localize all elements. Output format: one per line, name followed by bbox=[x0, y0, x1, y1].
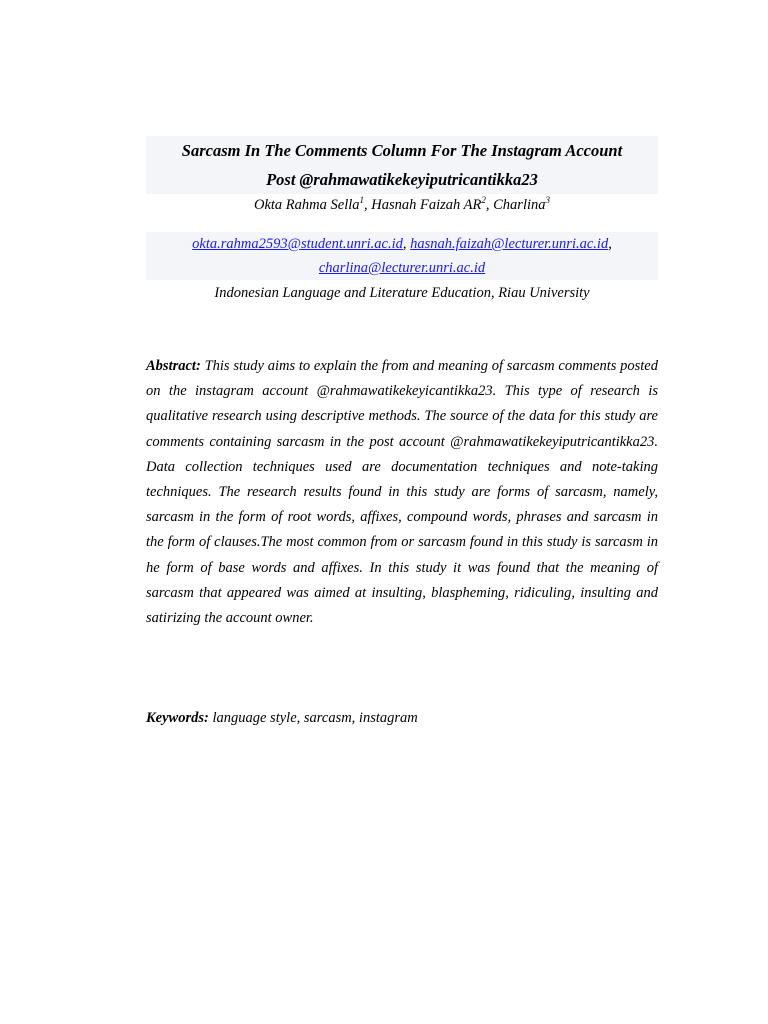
author-name: Okta Rahma Sella bbox=[254, 197, 360, 213]
author-name: Charlina bbox=[493, 197, 546, 213]
email-link[interactable]: hasnah.faizah@lecturer.unri.ac.id bbox=[410, 236, 609, 252]
paper-title bbox=[146, 136, 658, 194]
author-list: Okta Rahma Sella$^1$, Hasnah Faizah $AR^2$, Charlina$^3$ bbox=[254, 195, 550, 213]
abstract bbox=[146, 354, 658, 631]
paper-title-line-1: Sarcasm In The Comments Column For The Instagram Account bbox=[181, 141, 623, 160]
abstract-label: Abstract: bbox=[146, 358, 201, 374]
abstract-text: This study aims to explain the from and meaning of sarcasm comments posted on the instagram account @rahmawatikekeyicantikka23. This type of research is qualitative research using descriptive methods. The source of the data for this study are comments containing sarcasm in the post account @rahmawatikekeyiputricantikka23. Data collection techniques used are documentation techniques and note-taking techniques. The research results found in this study are forms of sarcasm, namely, sarcasm in the form of root words, affixes, compound words, phrases and sarcasm in the form of clauses.The most common from or sarcasm found in this study is sarcasm in he form of base words and affixes. In this study it was found that the meaning of sarcasm that appeared was aimed at insulting, blaspheming, ridiculing, insulting and satirizing the account owner. bbox=[146, 358, 658, 627]
keywords bbox=[146, 706, 658, 730]
author-emails: okta.rahma2593@student.unri.ac.id, hasnah.faizah@lecturer.unri.ac.id, charlina@lecturer.unri.ac.id bbox=[146, 232, 658, 280]
affiliation: Indonesian Language and Literature Education, Riau University bbox=[214, 285, 590, 301]
email-link[interactable]: okta.rahma2593@student.unri.ac.id bbox=[192, 236, 403, 252]
keywords-label: Keywords: bbox=[146, 710, 209, 726]
author-affiliation-mark: 2 bbox=[481, 195, 486, 206]
keywords-text: language style, sarcasm, instagram bbox=[212, 710, 418, 726]
author-name: Hasnah Faizah AR bbox=[371, 197, 482, 213]
email-link[interactable]: charlina@lecturer.unri.ac.id bbox=[318, 260, 486, 276]
author-affiliation-mark: 3 bbox=[545, 195, 550, 206]
paper-title-line-2: Post @rahmawatikekeyiputricantikka23 bbox=[266, 170, 538, 189]
author-affiliation-mark: 1 bbox=[359, 195, 365, 206]
